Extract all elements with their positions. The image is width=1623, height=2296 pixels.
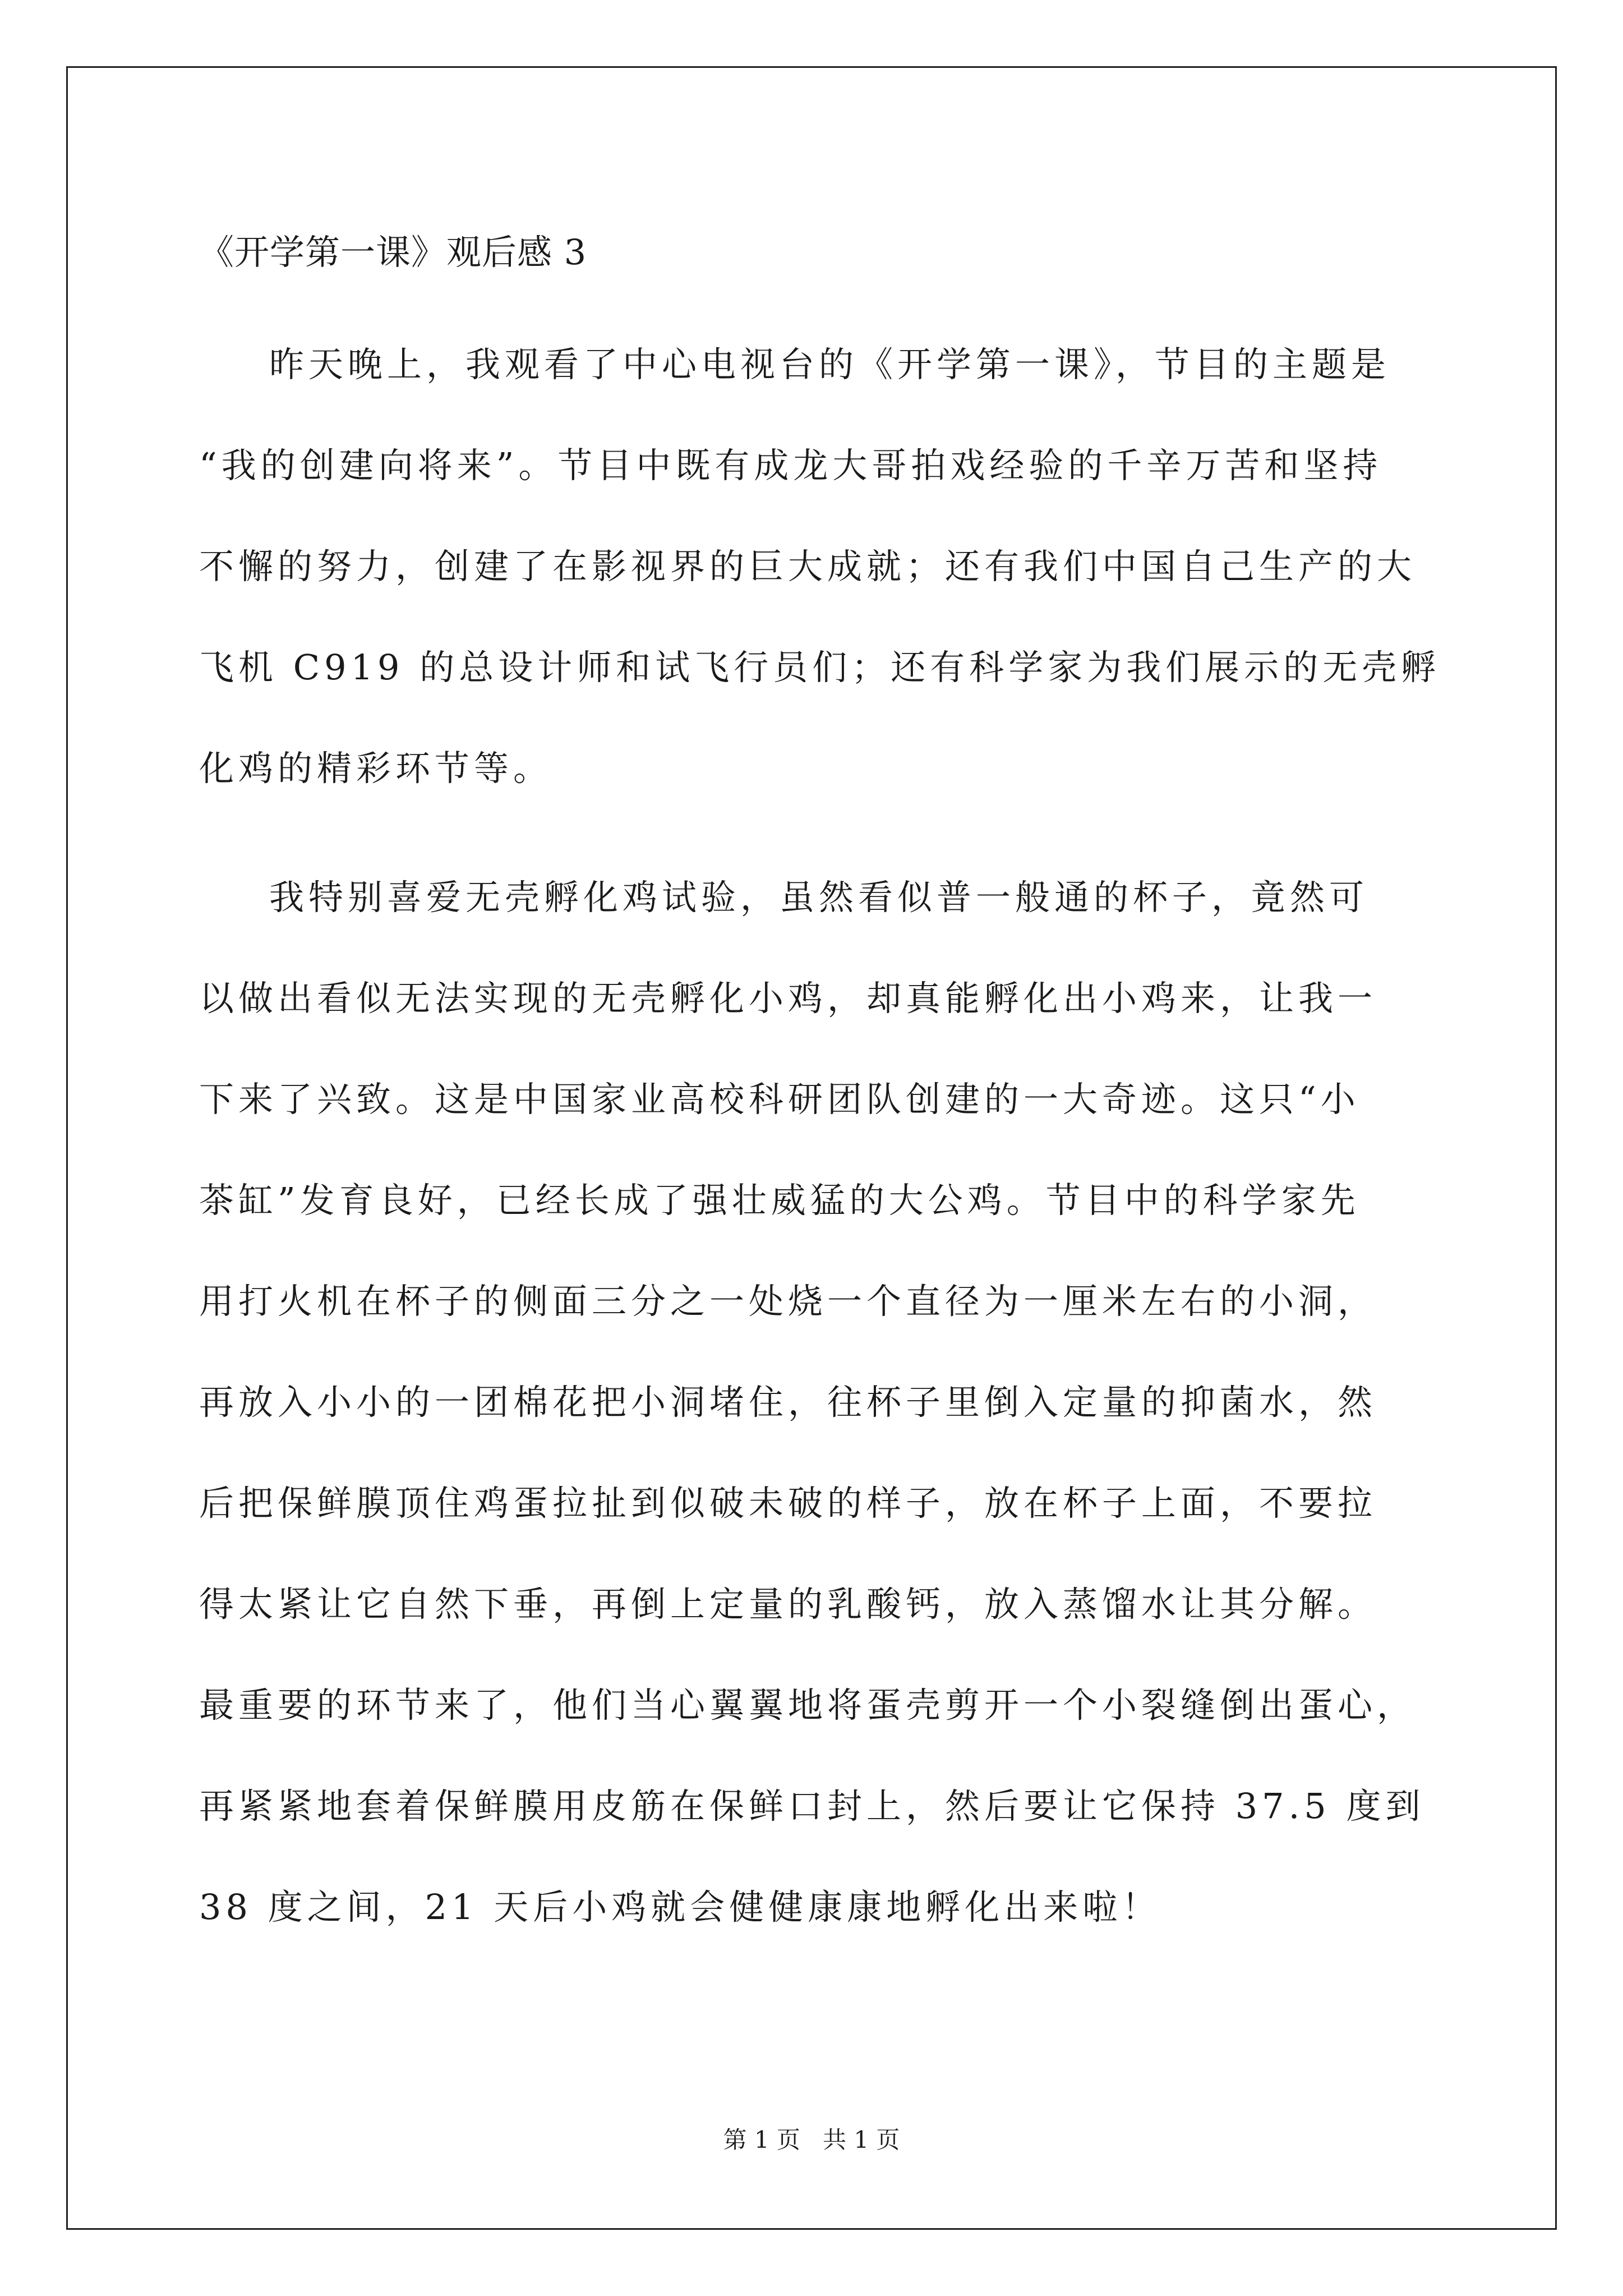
paragraph-2-line-1: 我特别喜爱无壳孵化鸡试验，虽然看似普一般通的杯子，竟然可 <box>269 877 1369 918</box>
paragraph-2-line-8: 得太紧让它自然下垂，再倒上定量的乳酸钙，放入蒸馏水让其分解。 <box>199 1584 1377 1625</box>
paragraph-1-line-2: “我的创建向将来”。节目中既有成龙大哥拍戏经验的千辛万苦和坚持 <box>199 445 1382 486</box>
paragraph-2-line-11: 38 度之间，21 天后小鸡就会健健康康地孵化出来啦！ <box>199 1887 1161 1927</box>
paragraph-2-line-7: 后把保鲜膜顶住鸡蛋拉扯到似破未破的样子，放在杯子上面，不要拉 <box>199 1483 1377 1524</box>
document-title: 《开学第一课》观后感 3 <box>199 232 587 273</box>
paragraph-1-line-5: 化鸡的精彩环节等。 <box>199 748 553 789</box>
paragraph-1-line-3: 不懈的努力，创建了在影视界的巨大成就；还有我们中国自己生产的大 <box>199 546 1417 587</box>
paragraph-2-line-5: 用打火机在杯子的侧面三分之一处烧一个直径为一厘米左右的小洞， <box>199 1281 1377 1322</box>
page-footer <box>0 2123 1623 2157</box>
page-number: 第 1 页 <box>723 2126 800 2154</box>
paragraph-2-line-2: 以做出看似无法实现的无壳孵化小鸡，却真能孵化出小鸡来，让我一 <box>199 978 1377 1019</box>
paragraph-1-line-4: 飞机 C919 的总设计师和试飞行员们；还有科学家为我们展示的无壳孵 <box>199 647 1441 688</box>
paragraph-2-line-3: 下来了兴致。这是中国家业高校科研团队创建的一大奇迹。这只“小 <box>199 1079 1360 1120</box>
paragraph-2-line-9: 最重要的环节来了，他们当心翼翼地将蛋壳剪开一个小裂缝倒出蛋心， <box>199 1685 1417 1726</box>
page-total: 共 1 页 <box>823 2126 900 2154</box>
paragraph-2-line-6: 再放入小小的一团棉花把小洞堵住，往杯子里倒入定量的抑菌水，然 <box>199 1382 1377 1423</box>
paragraph-2-line-10: 再紧紧地套着保鲜膜用皮筋在保鲜口封上，然后要让它保持 37.5 度到 <box>199 1786 1425 1826</box>
paragraph-1-line-1: 昨天晚上，我观看了中心电视台的《开学第一课》，节目的主题是 <box>269 344 1391 385</box>
paragraph-2-line-4: 茶缸”发育良好，已经长成了强壮威猛的大公鸡。节目中的科学家先 <box>199 1180 1360 1221</box>
